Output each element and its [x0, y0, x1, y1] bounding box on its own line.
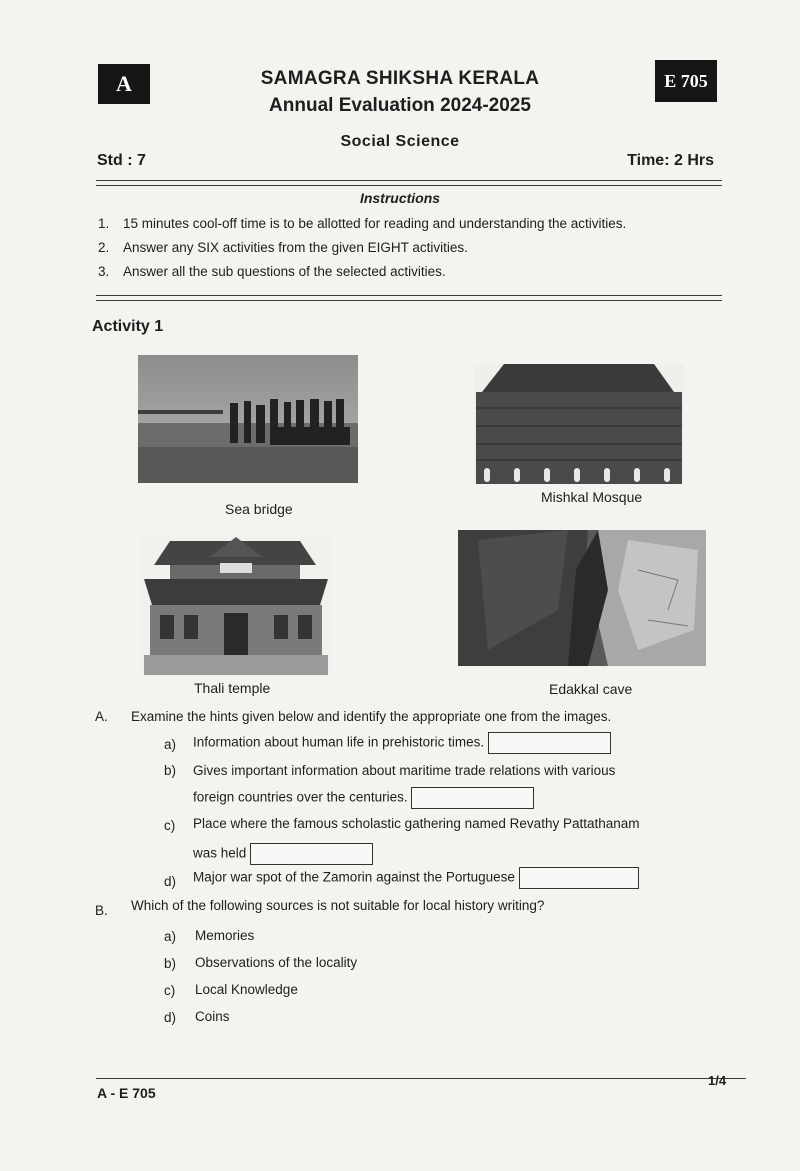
part-text: Gives important information about maritime trade relations with various: [193, 763, 616, 778]
option-text: Memories: [195, 928, 255, 943]
instruction-text: Answer any SIX activities from the given EIGHT activities.: [123, 240, 468, 255]
part-d: [193, 867, 639, 889]
paper-code-badge: E 705: [655, 60, 717, 102]
set-badge: A: [98, 64, 150, 104]
instruction-number: 1.: [98, 216, 110, 231]
caption-thali-temple: Thali temple: [194, 680, 271, 696]
caption-edakkal-cave: Edakkal cave: [549, 681, 633, 697]
footer-code: A - E 705: [97, 1085, 156, 1101]
answer-box[interactable]: [411, 787, 534, 809]
header-rule-bottom: [96, 185, 722, 186]
question-b-label: B.: [95, 903, 108, 918]
option-label: c): [164, 983, 176, 998]
instruction-item: [98, 240, 468, 255]
part-b-line2: [193, 787, 534, 809]
std-label: Std : 7: [97, 152, 146, 169]
sea-bridge-illustration: [138, 355, 358, 483]
subject-title: Social Science: [340, 133, 460, 150]
header-rule-top: [96, 180, 722, 181]
caption-mishkal-mosque: Mishkal Mosque: [541, 489, 643, 505]
part-text: was held: [193, 845, 247, 861]
part-text: Information about human life in prehistoric times.: [193, 734, 485, 750]
option-label: a): [164, 929, 177, 944]
option-label: d): [164, 1010, 177, 1025]
instructions-heading: Instructions: [359, 190, 441, 206]
footer-rule: [96, 1078, 746, 1079]
instruction-text: 15 minutes cool-off time is to be allotted for reading and understanding the activities.: [123, 216, 627, 231]
part-text: Place where the famous scholastic gathering named Revathy Pattathanam: [193, 816, 640, 831]
instruction-number: 3.: [98, 264, 110, 279]
answer-box[interactable]: [250, 843, 373, 865]
page-number: 1/4: [708, 1073, 727, 1088]
instructions-rule-top: [96, 295, 722, 296]
edakkal-cave-illustration: [458, 530, 706, 666]
question-a-label: A.: [95, 709, 108, 724]
option-text: Coins: [195, 1009, 230, 1024]
mishkal-mosque-illustration: [474, 364, 684, 484]
instruction-text: Answer all the sub questions of the selected activities.: [123, 264, 446, 279]
part-label: b): [164, 763, 177, 778]
instruction-item: [98, 264, 446, 279]
time-label: Time: 2 Hrs: [627, 152, 714, 169]
caption-sea-bridge: Sea bridge: [225, 501, 293, 517]
question-a-text: Examine the hints given below and identify the appropriate one from the images.: [131, 709, 612, 724]
org-title: SAMAGRA SHIKSHA KERALA: [260, 68, 540, 89]
sea-bridge-image: [138, 355, 358, 483]
option-text: Local Knowledge: [195, 982, 298, 997]
mishkal-mosque-image: [474, 364, 684, 484]
question-b-text: Which of the following sources is not suitable for local history writing?: [131, 898, 545, 913]
instruction-number: 2.: [98, 240, 110, 255]
thali-temple-illustration: [140, 535, 332, 675]
edakkal-cave-image: [458, 530, 706, 666]
answer-box[interactable]: [488, 732, 611, 754]
part-label: d): [164, 874, 177, 889]
option-text: Observations of the locality: [195, 955, 358, 970]
part-text: Major war spot of the Zamorin against the Portuguese: [193, 869, 515, 885]
answer-box[interactable]: [519, 867, 639, 889]
activity-title: Activity 1: [92, 318, 164, 335]
part-a: [193, 732, 611, 754]
thali-temple-image: [140, 535, 332, 675]
instructions-rule-bottom: [96, 300, 722, 301]
part-label: a): [164, 737, 177, 752]
instruction-item: [98, 216, 626, 231]
part-text: foreign countries over the centuries.: [193, 789, 408, 805]
part-c-line2: [193, 843, 373, 865]
option-label: b): [164, 956, 177, 971]
exam-title: Annual Evaluation 2024-2025: [269, 95, 531, 116]
part-label: c): [164, 818, 176, 833]
